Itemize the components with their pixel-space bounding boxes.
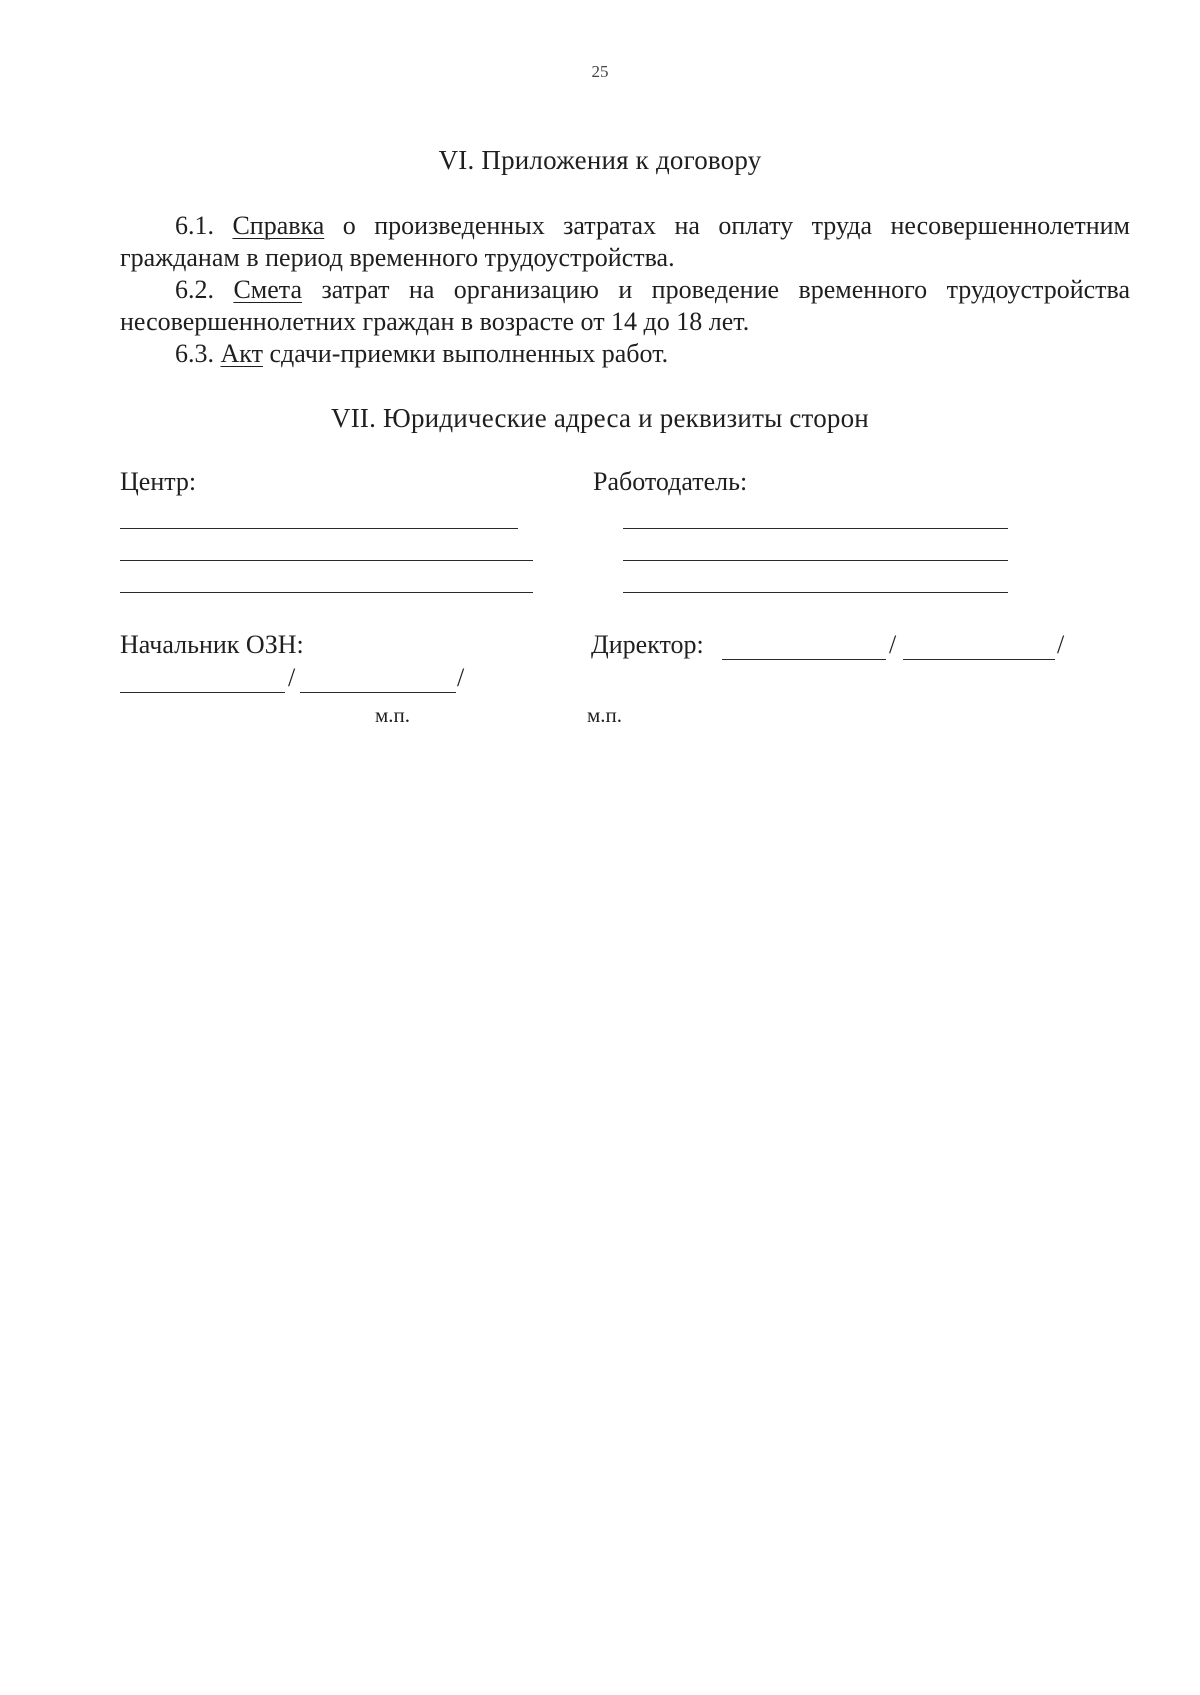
section-7-title: VII. Юридические адреса и реквизиты сторон	[331, 403, 869, 433]
stamp-place-left: м.п.	[375, 703, 411, 727]
left-signatory-label: Начальник ОЗН:	[120, 630, 304, 659]
appendix-item-6-2	[120, 274, 1130, 338]
right-signatory-label: Директор:	[591, 630, 704, 659]
appendix-item-6-1	[120, 210, 1130, 274]
right-requisites-line	[623, 592, 1008, 593]
appendix-item-first-line	[120, 274, 1130, 306]
stamp-place-right: м.п.	[587, 703, 623, 727]
appendix-item-text: о произведенных затратах на оплату труда несовершеннолетним	[342, 211, 1131, 240]
left-requisites-line	[120, 592, 533, 593]
signature-separator: /	[288, 663, 296, 692]
appendix-item-number: 6.3.	[175, 339, 214, 368]
head-name-line	[300, 692, 456, 693]
appendix-item-text: затрат на организацию и проведение временного трудоустройства	[321, 275, 1131, 304]
appendix-item-term: Акт	[220, 339, 263, 368]
appendix-item-number: 6.1.	[175, 211, 214, 240]
appendix-item-continuation: гражданам в период временного трудоустройства.	[120, 243, 675, 272]
director-signature-line	[722, 659, 886, 660]
right-requisites-line	[623, 560, 1008, 561]
director-name-line	[903, 659, 1055, 660]
appendix-item-term: Справка	[232, 211, 325, 240]
right-requisites-line	[623, 528, 1008, 529]
signature-separator: /	[889, 630, 897, 659]
signature-separator: /	[457, 663, 465, 692]
appendix-item-first-line	[120, 338, 1130, 370]
section-6-title: VI. Приложения к договору	[438, 145, 762, 175]
page-number: 25	[591, 62, 609, 81]
appendix-item-term: Смета	[233, 275, 302, 304]
appendix-item-continuation: несовершеннолетних граждан в возрасте от 14 до 18 лет.	[120, 307, 750, 336]
left-party-label: Центр:	[120, 467, 197, 496]
left-requisites-line	[120, 560, 533, 561]
appendix-item-text: сдачи-приемки выполненных работ.	[269, 339, 669, 368]
left-requisites-line	[120, 528, 518, 529]
signature-separator: /	[1057, 630, 1065, 659]
appendix-item-number: 6.2.	[175, 275, 214, 304]
appendix-item-6-3	[120, 338, 1130, 370]
head-signature-line	[120, 692, 285, 693]
right-party-label: Работодатель:	[593, 467, 748, 496]
appendix-item-first-line	[120, 210, 1130, 242]
